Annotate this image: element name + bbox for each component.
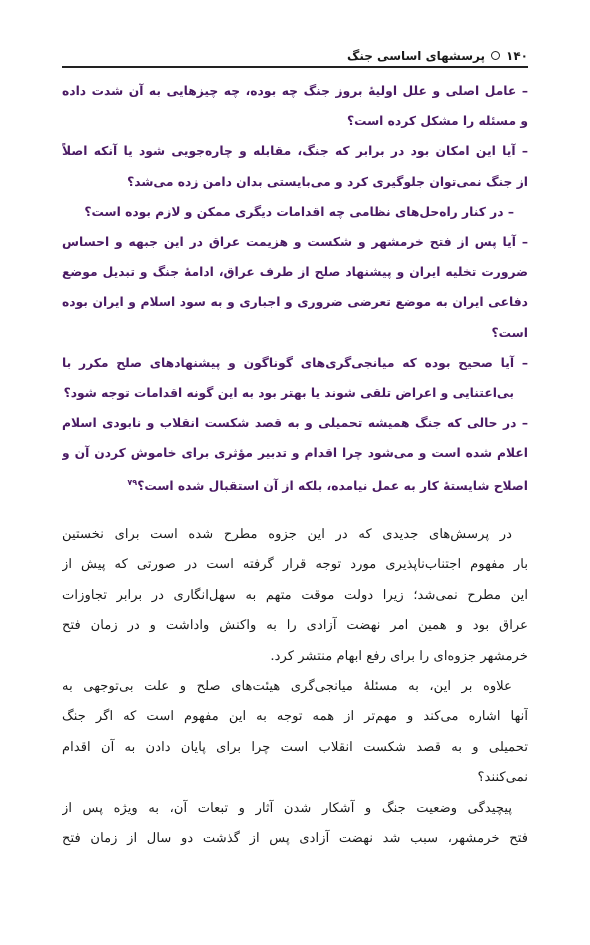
paragraph-line: تحمیلی و به قصد شکست انقلاب است چرا برای پایان دادن به آن اقدام [62, 739, 528, 755]
paragraph-line: پیچیدگی وضعیت جنگ و آشکار شدن آثار و تبعات آن، به ویژه پس از [62, 800, 512, 816]
question-text: – در حالی که جنگ همیشه تحمیلی و به قصد شکست انقلاب و نابودی اسلام [62, 416, 528, 431]
question-text: و مسئله را مشکل کرده است؟ [346, 114, 528, 129]
question-text: – عامل اصلی و علل اولیهٔ بروز جنگ چه بوده، چه چیزهایی به آن شدت داده [62, 84, 528, 98]
question-text: بی‌اعتنایی و اعراض تلقی شوند یا بهتر بود به این گونه اقدامات توجه شود؟ [63, 385, 514, 400]
question-line [62, 438, 528, 468]
question-text: ضرورت تخلیه ایران و پیشنهاد صلح از طرف عراق، ادامهٔ جنگ و تبدیل موضع [62, 265, 528, 280]
question-text: است؟ [491, 325, 528, 340]
paragraph-line: نمی‌کنند؟ [477, 770, 528, 786]
question-text: از جنگ نمی‌توان جلوگیری کرد و می‌بایستی بدان دامن زده می‌شد؟ [127, 174, 528, 189]
question-line [62, 318, 528, 348]
paragraph-line: آنها اشاره می‌کند و مهم‌تر از همه توجه به این مفهوم است که اگر جنگ [62, 709, 528, 725]
question-line [62, 227, 528, 257]
paragraph-line: فتح خرمشهر، سبب شد نهضت آزادی پس از گذشت دو سال از زمان فتح [62, 830, 528, 846]
question-line [62, 257, 528, 287]
question-line [62, 468, 528, 498]
question-line [62, 197, 528, 227]
circle-ornament-icon [491, 51, 500, 60]
question-text: – آیا صحیح بوده که میانجی‌گری‌های گوناگون و پیشنهادهای صلح مکرر با [62, 355, 528, 370]
questions-list [62, 76, 528, 499]
question-text: اعلام شده است و می‌شود چرا اقدام و تدبیر مؤثری برای خاموش کردن آن و [62, 446, 528, 461]
paragraph [62, 794, 528, 855]
question-text: اصلاح شایستهٔ کار به عمل نیامده، بلکه از آن استقبال شده است؟ [137, 479, 528, 494]
page-number: ۱۴۰ [506, 49, 528, 63]
question-text: – آیا پس از فتح خرمشهر و شکست و هزیمت عراق در این جبهه و احساس [62, 234, 528, 249]
paragraph [62, 520, 528, 672]
paragraph-line: این مطرح نمی‌شد؛ زیرا دولت موقت متهم به سهل‌انگاری در برابر تجاوزات [62, 587, 528, 603]
question-line [62, 136, 528, 166]
paragraph-line: خرمشهر جزوه‌ای را برای رفع ابهام منتشر کرد. [270, 648, 528, 664]
paragraph-line: عراق بود و همین امر نهضت آزادی را به واکنش واداشت و در زمان فتح [62, 618, 528, 634]
question-line [62, 76, 528, 106]
question-line [62, 408, 528, 438]
paragraph-line: بار مفهوم اجتناب‌ناپذیری مورد توجه قرار گرفته است در صورتی که پیش از [62, 557, 528, 573]
paragraph-line: در پرسش‌های جدیدی که در این جزوه مطرح شده است برای نخستین [62, 527, 512, 542]
question-line [62, 106, 528, 136]
question-line [62, 287, 528, 317]
question-text: – در کنار راه‌حل‌های نظامی چه اقدامات دیگری ممکن و لازم بوده است؟ [84, 204, 514, 219]
running-header [62, 44, 528, 68]
question-line [62, 167, 528, 197]
body-text [62, 520, 528, 854]
paragraph-line: علاوه بر این، به مسئلهٔ میانجی‌گری هیئت‌های صلح و علت بی‌توجهی به [62, 678, 512, 694]
paragraph [62, 672, 528, 794]
question-text: دفاعی ایران به موضع تعرضی ضروری و اجباری و به سود اسلام و ایران بوده [62, 295, 528, 310]
question-text: – آیا این امکان بود در برابر که جنگ، مقابله و چاره‌جویی شود یا آنکه اصلاً [62, 144, 528, 159]
running-title: پرسشهای اساسی جنگ [347, 49, 486, 63]
question-line [62, 348, 528, 378]
question-line [62, 378, 528, 408]
footnote-marker[interactable]: ۷۹ [127, 478, 138, 488]
